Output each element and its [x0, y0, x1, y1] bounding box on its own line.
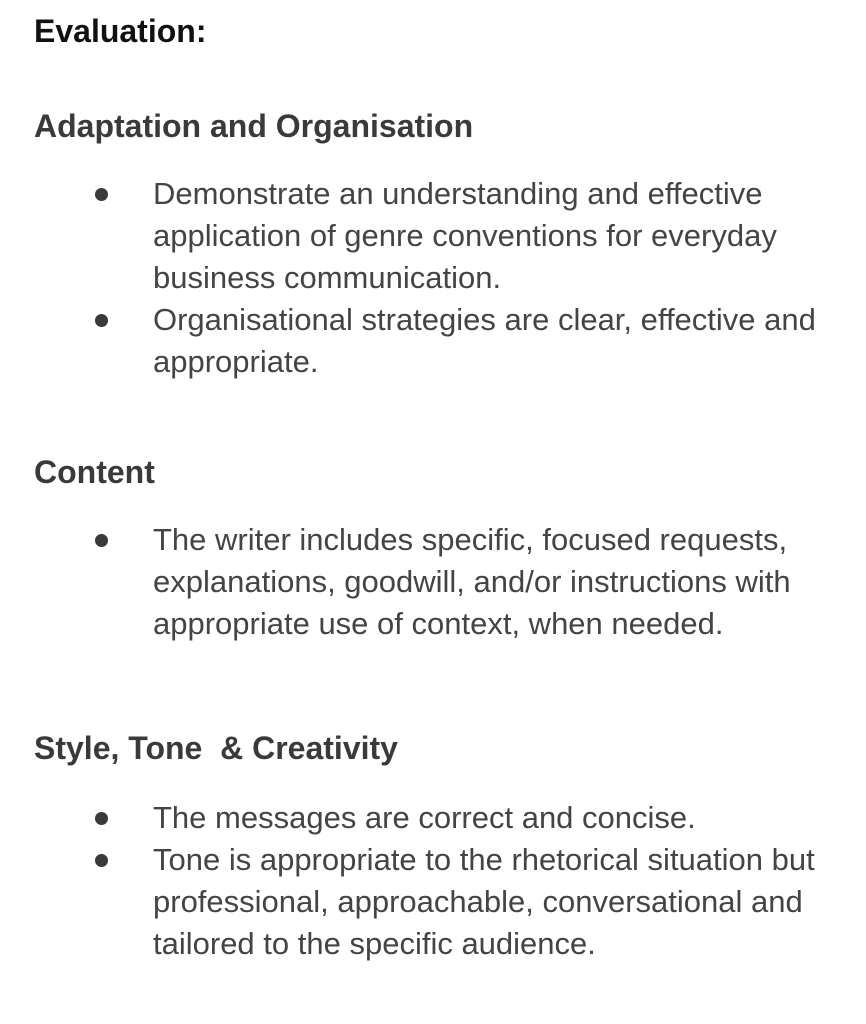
- section-heading-content: Content: [34, 454, 155, 490]
- page-title: Evaluation:: [34, 13, 207, 49]
- bullet-icon: [95, 314, 108, 327]
- content-bullet-list: [0, 519, 866, 645]
- section-heading-style-tone-creativity: Style, Tone & Creativity: [34, 730, 398, 766]
- list-item: [0, 519, 833, 645]
- list-item: [0, 839, 833, 965]
- bullet-text: The messages are correct and concise.: [153, 800, 696, 835]
- bullet-text: The writer includes specific, focused requests, explanations, goodwill, and/or instructions with appropriate use of context, when needed.: [153, 522, 791, 641]
- bullet-text: Tone is appropriate to the rhetorical situation but professional, approachable, conversational and tailored to the specific audience.: [153, 842, 815, 961]
- list-item: [0, 797, 833, 839]
- style-bullet-list: [0, 797, 866, 965]
- bullet-icon: [95, 812, 108, 825]
- adaptation-bullet-list: [0, 173, 866, 383]
- list-item: [0, 299, 833, 383]
- bullet-icon: [95, 854, 108, 867]
- bullet-icon: [95, 188, 108, 201]
- section-heading-adaptation: Adaptation and Organisation: [34, 108, 474, 144]
- bullet-text: Organisational strategies are clear, effective and appropriate.: [153, 302, 816, 379]
- list-item: [0, 173, 833, 299]
- bullet-icon: [95, 534, 108, 547]
- bullet-text: Demonstrate an understanding and effective application of genre conventions for everyday business communication.: [153, 176, 777, 295]
